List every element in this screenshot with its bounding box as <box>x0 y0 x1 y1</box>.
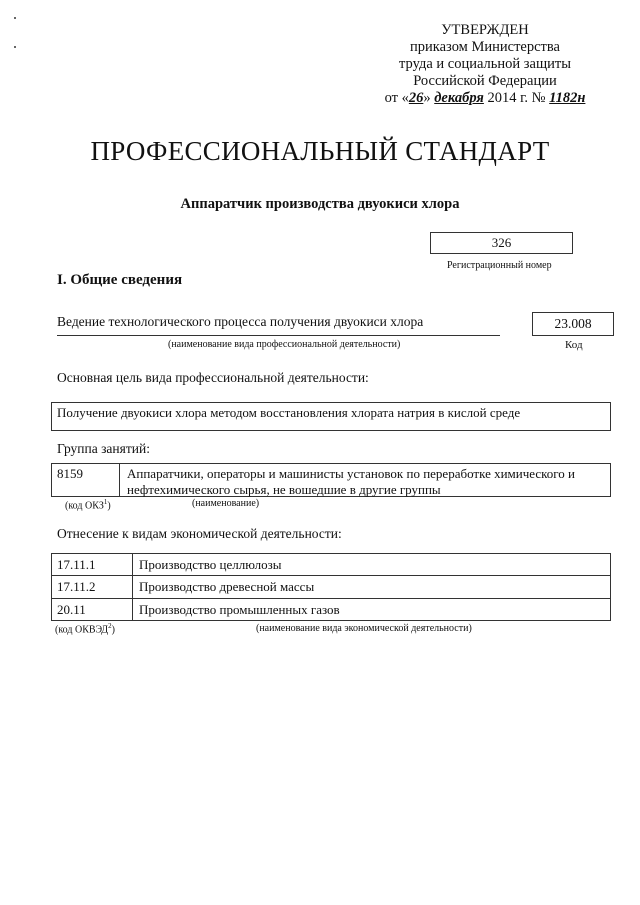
registration-label: Регистрационный номер <box>447 260 552 271</box>
okved-code: 17.11.1 <box>57 557 96 572</box>
row-divider <box>52 575 610 576</box>
code-label: Код <box>565 339 583 351</box>
okved-caption-end: ) <box>111 624 115 636</box>
okz-caption <box>65 498 111 511</box>
okved-caption-text: (код ОКВЭД <box>55 624 109 636</box>
activity-caption: (наименование вида профессиональной деятельности) <box>168 339 401 350</box>
okved-name-caption: (наименование вида экономической деятельности) <box>256 623 472 634</box>
economic-label: Отнесение к видам экономической деятельности: <box>57 526 342 541</box>
scan-speck <box>14 46 16 48</box>
handwritten-day: 26 <box>408 90 424 106</box>
occupation-name-line2: нефтехимического сырья, не вошедшие в другие группы <box>127 482 441 497</box>
occupations-box <box>51 463 611 497</box>
registration-number: 326 <box>491 235 512 250</box>
activity-name: Ведение технологического процесса получения двуокиси хлора <box>57 314 424 329</box>
goal-label: Основная цель вида профессиональной деятельности: <box>57 370 369 385</box>
approval-block <box>360 22 610 107</box>
page-title: ПРОФЕССИОНАЛЬНЫЙ СТАНДАРТ <box>90 136 550 166</box>
approval-line: приказом Министерства <box>410 39 560 55</box>
approval-date-line: от «26» декабря 2014 г. № 1182н <box>384 90 586 106</box>
occupation-name-caption: (наименование) <box>192 498 260 509</box>
footnote-ref: 2 <box>108 622 112 630</box>
activity-code: 23.008 <box>554 316 592 331</box>
activity-underline <box>57 335 500 336</box>
goal-text: Получение двуокиси хлора методом восстановления хлората натрия в кислой среде <box>57 405 521 420</box>
okved-table <box>51 553 611 621</box>
okved-name: Производство промышленных газов <box>139 602 340 617</box>
okz-code: 8159 <box>57 466 83 481</box>
occupations-label: Группа занятий: <box>57 441 150 456</box>
handwritten-month: декабря <box>434 90 484 106</box>
date-year: 2014 г. № <box>487 90 546 106</box>
registration-number-box <box>430 232 573 254</box>
occupation-name-line1: Аппаратчики, операторы и машинисты установок по переработке химического и <box>127 466 576 481</box>
goal-box <box>51 402 611 431</box>
okved-code: 20.11 <box>57 602 86 617</box>
approval-line: труда и социальной защиты <box>399 56 571 72</box>
handwritten-number: 1182н <box>549 90 586 106</box>
scan-speck <box>14 17 16 19</box>
activity-code-box <box>532 312 614 336</box>
approval-line: Российской Федерации <box>413 73 557 89</box>
okved-name: Производство целлюлозы <box>139 557 282 572</box>
okved-caption <box>55 622 115 635</box>
row-divider <box>52 598 610 599</box>
footnote-ref: 1 <box>103 498 108 506</box>
okz-caption-text: (код ОКЗ <box>65 500 104 512</box>
section-heading: I. Общие сведения <box>57 272 183 288</box>
column-divider <box>132 554 133 621</box>
okved-name: Производство древесной массы <box>139 579 315 594</box>
column-divider <box>119 464 120 497</box>
approval-line: УТВЕРЖДЕН <box>441 22 529 38</box>
date-prefix: от « <box>384 90 409 106</box>
okz-caption-end: ) <box>107 500 111 512</box>
standard-name: Аппаратчик производства двуокиси хлора <box>180 196 460 212</box>
okved-code: 17.11.2 <box>57 579 96 594</box>
